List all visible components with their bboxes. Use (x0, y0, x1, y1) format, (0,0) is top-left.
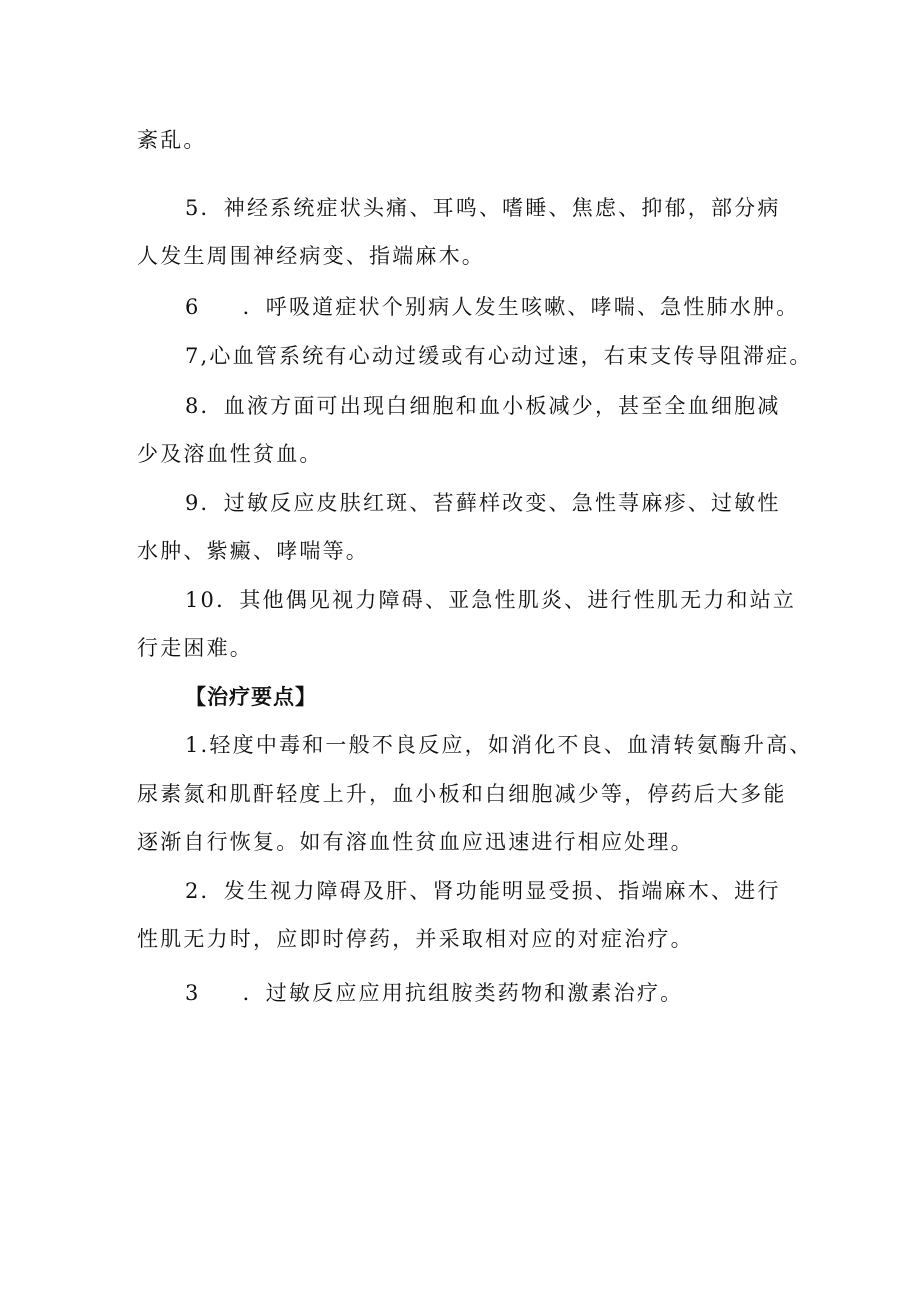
item-6 (185, 293, 799, 321)
treatment-3-number: 3 (185, 981, 201, 1005)
treatment-3 (185, 979, 683, 1007)
item-5-line-1: 5．神经系统症状头痛、耳鸣、嗜睡、焦虑、抑郁，部分病 (185, 196, 781, 220)
section-heading-treatment: 【治疗要点】 (185, 684, 317, 709)
treatment-3-text: ．过敏反应应用抗组胺类药物和激素治疗。 (242, 981, 684, 1005)
item-8-line-1: 8．血液方面可出现白细胞和血小板减少，甚至全血细胞减 (185, 394, 781, 418)
treatment-1-line-3: 逐渐自行恢复。如有溶血性贫血应迅速进行相应处理。 (137, 830, 694, 854)
item-5-line-2: 人发生周围神经病变、指端麻木。 (137, 244, 485, 268)
item-10-line-1: 10．其他偶见视力障碍、亚急性肌炎、进行性肌无力和站立 (185, 588, 797, 612)
item-8-line-2: 少及溶血性贫血。 (137, 442, 323, 466)
item-9-line-1: 9．过敏反应皮肤红斑、苔藓样改变、急性荨麻疹、过敏性 (185, 491, 781, 515)
treatment-1-line-2: 尿素氮和肌酐轻度上升，血小板和白细胞减少等，停药后大多能 (137, 782, 787, 806)
treatment-1-line-1: 1.轻度中毒和一般不良反应，如消化不良、血清转氨酶升高、 (185, 733, 813, 757)
treatment-2-line-2: 性肌无力时，应即时停药，并采取相对应的对症治疗。 (137, 927, 694, 951)
item-10-line-2: 行走困难。 (137, 636, 253, 660)
item-7: 7,心血管系统有心动过缓或有心动过速，右束支传导阻滞症。 (185, 344, 813, 368)
treatment-2-line-1: 2．发生视力障碍及肝、肾功能明显受损、指端麻木、进行 (185, 879, 781, 903)
item-6-number: 6 (185, 295, 201, 319)
paragraph-4-continuation: 紊乱。 (137, 128, 207, 152)
item-6-text: ．呼吸道症状个别病人发生咳嗽、哮喘、急性肺水肿。 (242, 295, 800, 319)
item-9-line-2: 水肿、紫癜、哮喘等。 (137, 539, 369, 563)
